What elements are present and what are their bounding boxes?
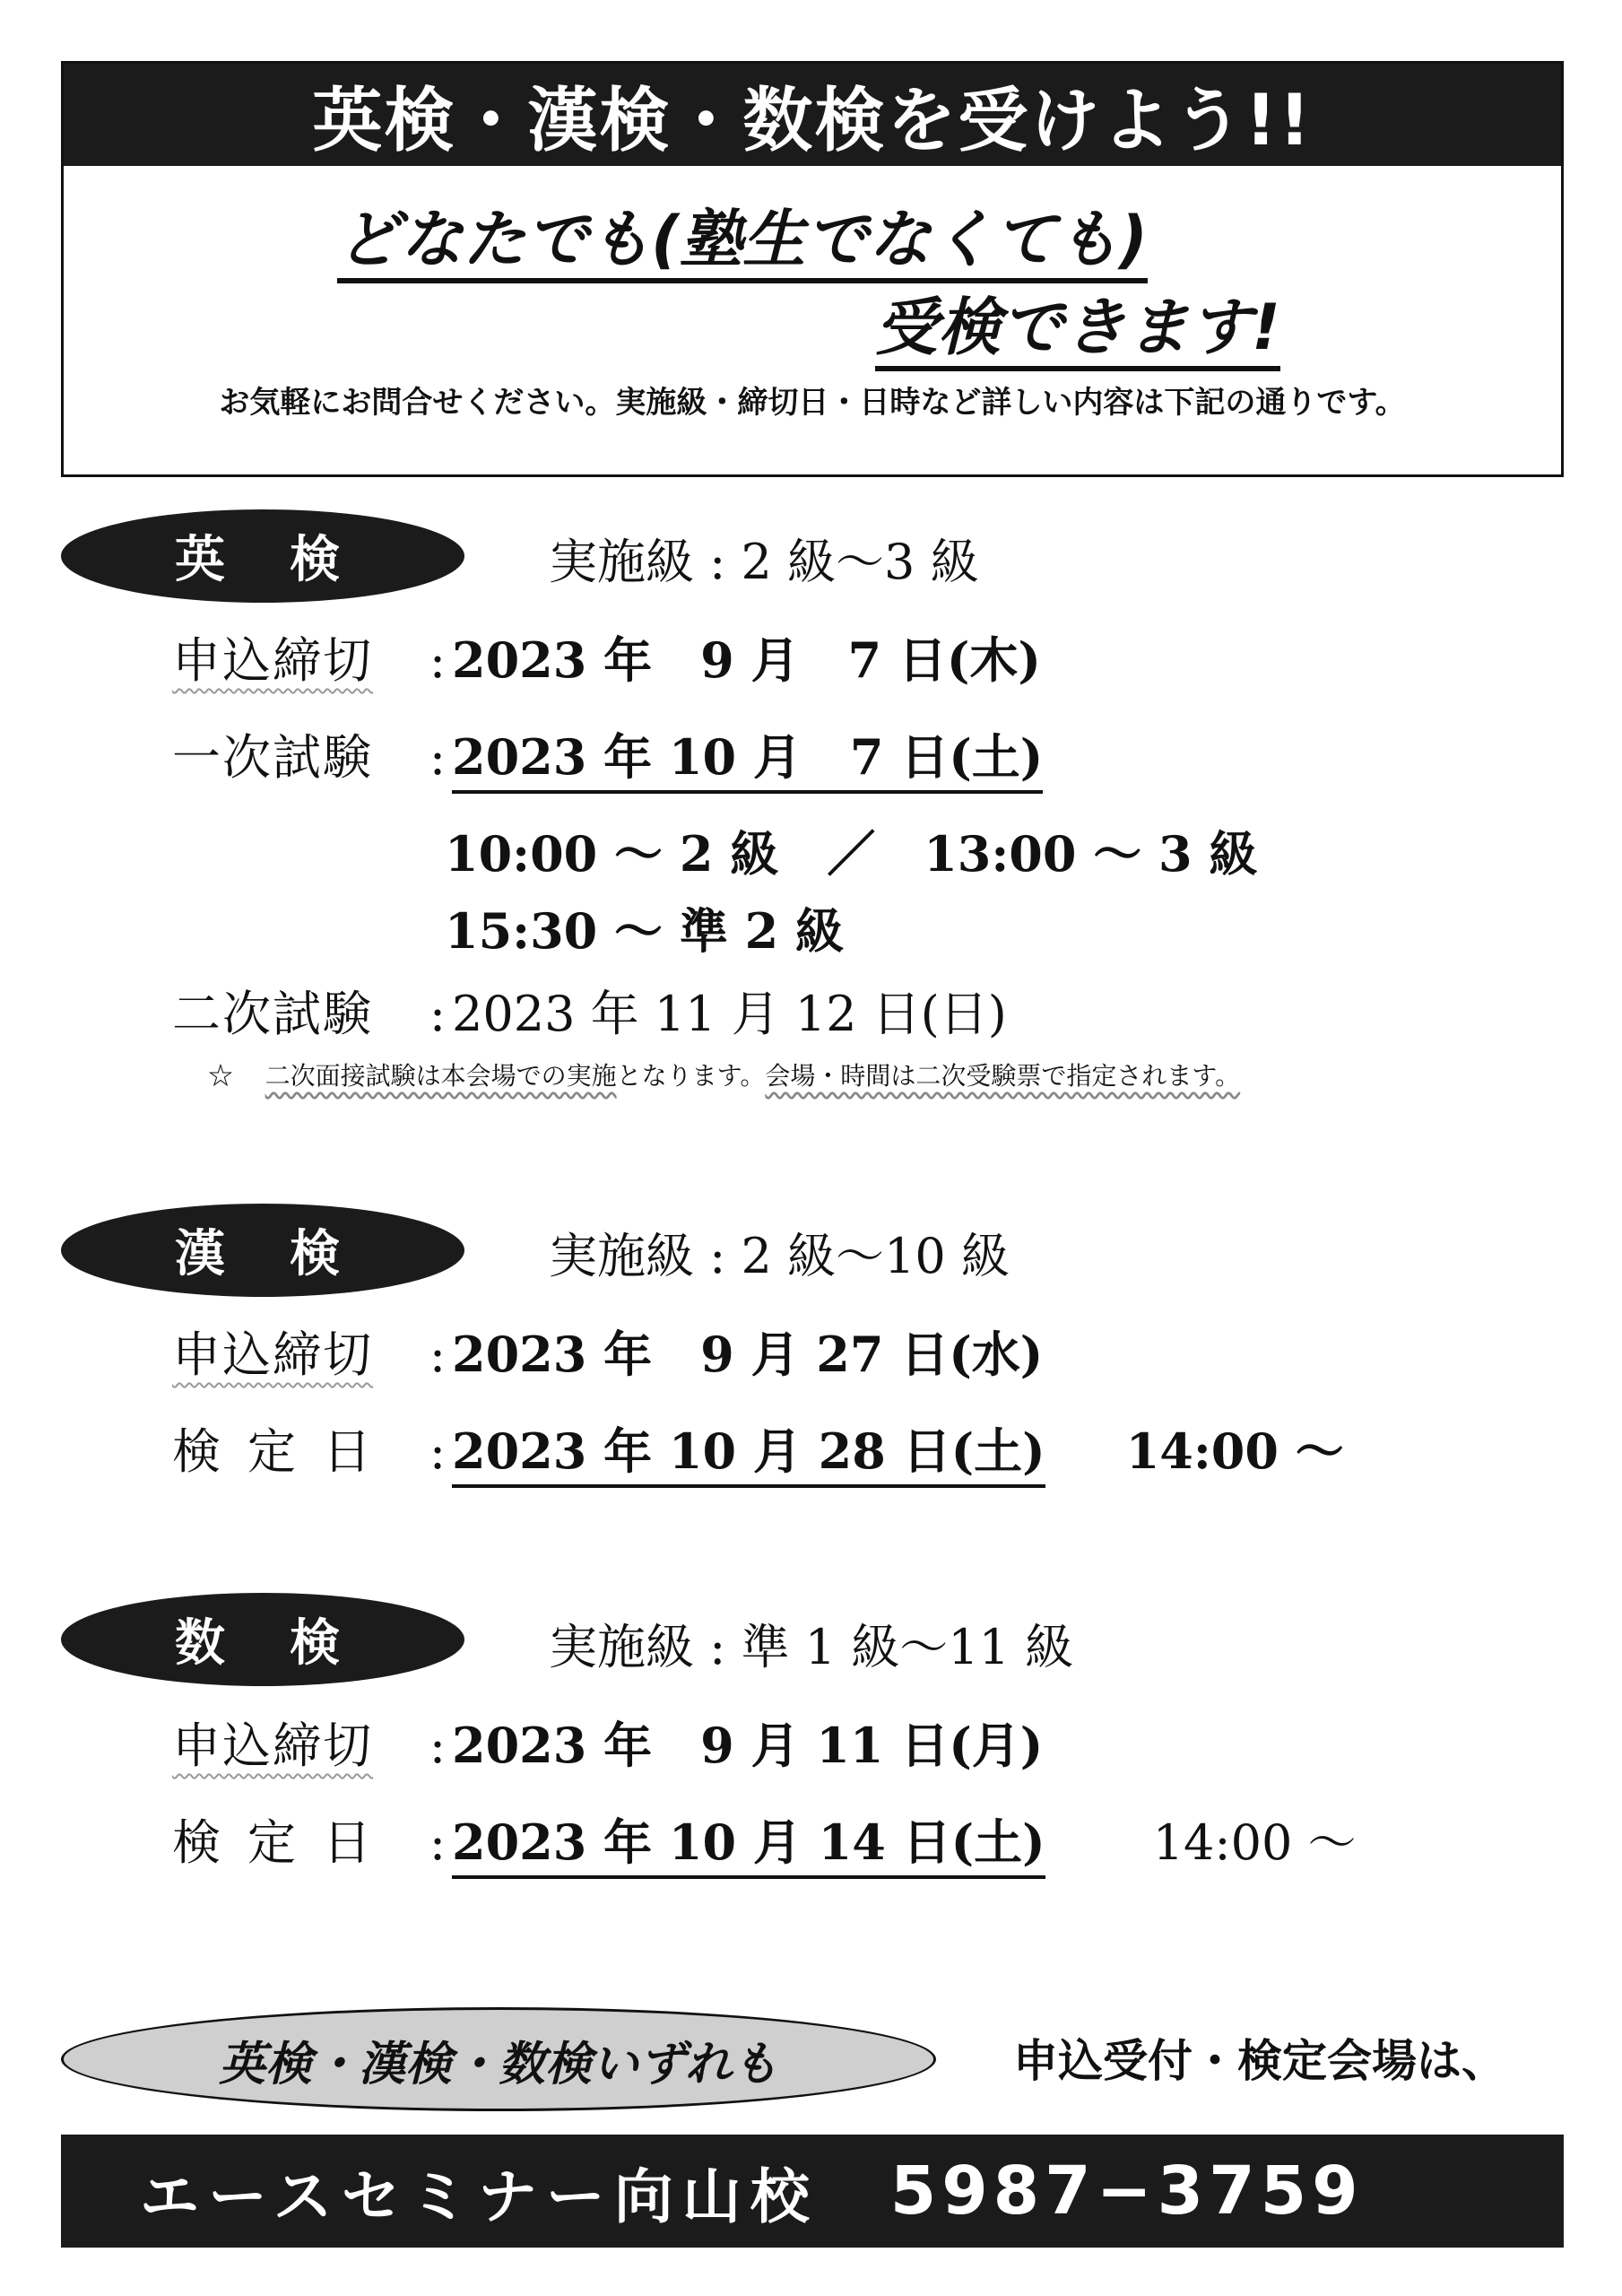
phone-number: 5987−3759: [889, 2152, 1364, 2230]
suken-deadline-value: 2023 年 9 月 11 日(月): [452, 1717, 1044, 1774]
note-part-a: 二次面接試験は本会場での実施: [265, 1061, 617, 1091]
eiken-note: [208, 1057, 1240, 1092]
venue-text: 申込受付・検定会場は、: [1013, 2035, 1506, 2087]
colon: :: [429, 1423, 447, 1480]
subtitle-line2: 受検できます!: [875, 277, 1280, 368]
suken-exam-time: 14:00 〜: [1152, 1814, 1357, 1871]
eiken-second-row: [172, 976, 1007, 1045]
all-exams-pill: 英検・漢検・数検いずれも: [61, 2007, 936, 2111]
suken-deadline-label: 申込締切: [172, 1718, 373, 1774]
eiken-second-label: 二次試験: [172, 986, 373, 1042]
kanken-deadline-label: 申込締切: [172, 1326, 373, 1383]
eiken-deadline-row: [172, 622, 1041, 691]
kanken-grades: 実施級 : 2 級〜10 級: [549, 1228, 1010, 1284]
eiken-times-line1: 10:00 〜 2 級 ／ 13:00 〜 3 級: [445, 825, 1258, 883]
eiken-grades: 実施級 : 2 級〜3 級: [549, 534, 979, 590]
colon: :: [429, 1718, 447, 1774]
kanken-pill: 漢検: [61, 1204, 464, 1297]
kanken-deadline-row: [172, 1317, 1043, 1386]
header-box: [61, 61, 1564, 477]
suken-exam-value: 2023 年 10 月 14 日(土): [452, 1805, 1045, 1879]
suken-grades: 実施級 : 準 1 級〜11 級: [549, 1619, 1074, 1675]
eiken-deadline-label: 申込締切: [172, 632, 373, 689]
colon: :: [429, 1814, 447, 1871]
notice-text: お気軽にお問合せください。実施級・締切日・日時など詳しい内容は下記の通りです。: [219, 385, 1406, 421]
suken-exam-row: [172, 1805, 1356, 1879]
kanken-exam-value: 2023 年 10 月 28 日(土): [452, 1413, 1045, 1488]
colon: :: [429, 632, 447, 689]
suken-deadline-row: [172, 1708, 1043, 1777]
subtitle-line1: どなたでも(塾生でなくても): [337, 189, 1148, 280]
header-title-bar: [64, 64, 1561, 166]
eiken-second-value: 2023 年 11 月 12 日(日): [452, 986, 1007, 1042]
kanken-exam-time: 14:00 〜: [1125, 1422, 1344, 1480]
colon: :: [429, 729, 447, 786]
colon: :: [429, 986, 447, 1042]
eiken-deadline-value: 2023 年 9 月 7 日(木): [452, 631, 1041, 689]
suken-pill: 数検: [61, 1593, 464, 1686]
suken-exam-label: 検定日: [172, 1814, 398, 1871]
eiken-first-value: 2023 年 10 月 7 日(土): [452, 719, 1043, 794]
note-part-b: となります。: [616, 1061, 766, 1091]
note-part-c: 会場・時間は二次受験票で指定されます。: [765, 1061, 1241, 1091]
eiken-pill: 英検: [61, 509, 464, 603]
eiken-first-label: 一次試験: [172, 729, 373, 786]
kanken-deadline-value: 2023 年 9 月 27 日(水): [452, 1326, 1044, 1383]
kanken-exam-row: [172, 1413, 1344, 1488]
footer-bar: [61, 2135, 1564, 2248]
kanken-exam-label: 検定日: [172, 1423, 398, 1480]
eiken-times-line2: 15:30 〜 準 2 級: [445, 902, 844, 960]
page-title: 英検・漢検・数検を受けよう!!: [312, 81, 1313, 161]
school-name: エースセミナー向山校: [140, 2161, 819, 2231]
star-icon: ☆: [208, 1061, 234, 1091]
colon: :: [429, 1326, 447, 1383]
eiken-first-row: [172, 719, 1043, 794]
